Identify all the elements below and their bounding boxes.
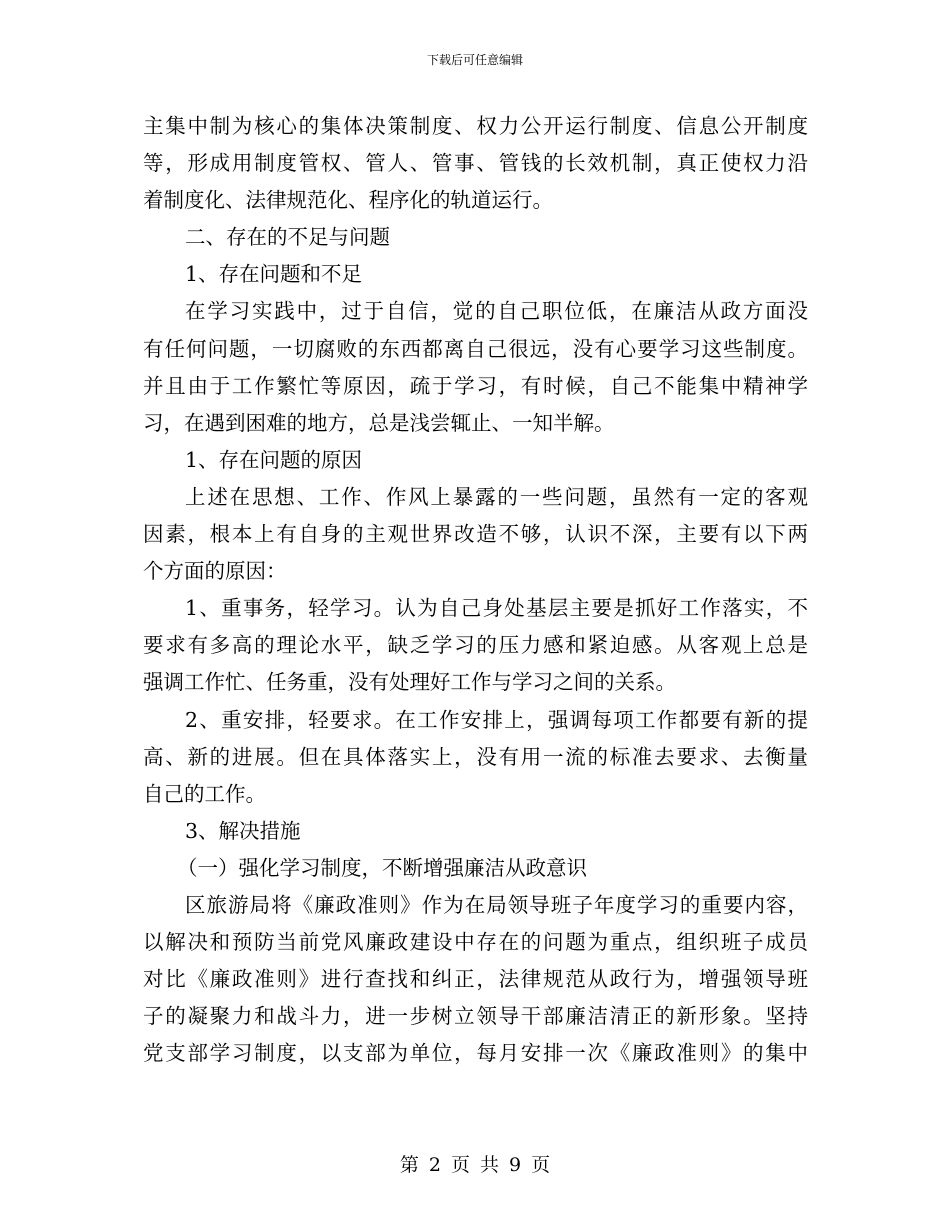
- document-body: [143, 108, 808, 1072]
- paragraph-line: 1、重事务，轻学习。认为自己身处基层主要是抓好工作落实，不: [185, 596, 808, 621]
- paragraph-line: 主集中制为核心的集体决策制度、权力公开运行制度、信息公开制度: [143, 114, 808, 138]
- paragraph-line: 对比《廉政准则》进行查找和纠正，法律规范从政行为，增强领导班: [143, 967, 808, 992]
- paragraph-line: 以解决和预防当前党风廉政建设中存在的问题为重点，组织班子成员: [143, 930, 808, 955]
- paragraph-line: 区旅游局将《廉政准则》作为在局领导班子年度学习的重要内容，: [185, 892, 808, 917]
- paragraph-line: 着制度化、法律规范化、程序化的轨道运行。: [143, 188, 553, 213]
- subsection-heading: 3、解决措施: [185, 818, 301, 843]
- paragraph-line: 党支部学习制度，以支部为单位，每月安排一次《廉政准则》的集中: [143, 1041, 808, 1066]
- paragraph-line: 高、新的进展。但在具体落实上，没有用一流的标准去要求、去衡量: [143, 744, 808, 769]
- paragraph-line: 因素，根本上有自身的主观世界改造不够，认识不深，主要有以下两: [143, 522, 808, 547]
- paragraph-line: 2、重安排，轻要求。在工作安排上，强调每项工作都要有新的提: [185, 707, 808, 732]
- subsection-heading: （一）强化学习制度，不断增强廉洁从政意识: [177, 855, 587, 880]
- section-heading: 二、存在的不足与问题: [185, 225, 390, 250]
- paragraph-line: 个方面的原因：: [143, 559, 287, 584]
- paragraph-line: 等，形成用制度管权、管人、管事、管钱的长效机制，真正使权力沿: [143, 151, 808, 176]
- page-number: 第 2 页 共 9 页: [399, 1154, 551, 1176]
- paragraph-line: 上述在思想、工作、作风上暴露的一些问题，虽然有一定的客观: [185, 484, 808, 509]
- subsection-heading: 1、存在问题的原因: [185, 447, 363, 472]
- paragraph-line: 要求有多高的理论水平，缺乏学习的压力感和紧迫感。从客观上总是: [143, 633, 808, 658]
- subsection-heading: 1、存在问题和不足: [185, 262, 363, 287]
- header-text: 下载后可任意编辑: [426, 53, 523, 67]
- page-header: [0, 52, 950, 68]
- paragraph-line: 习，在遇到困难的地方，总是浅尝辄止、一知半解。: [143, 410, 615, 435]
- paragraph-line: 子的凝聚力和战斗力，进一步树立领导干部廉洁清正的新形象。坚持: [143, 1004, 808, 1029]
- page-footer: [0, 1153, 950, 1177]
- paragraph-line: 有任何问题，一切腐败的东西都离自己很远，没有心要学习这些制度。: [143, 336, 808, 361]
- paragraph-line: 在学习实践中，过于自信，觉的自己职位低，在廉洁从政方面没: [185, 299, 808, 324]
- paragraph-line: 自己的工作。: [143, 781, 266, 806]
- paragraph-line: 并且由于工作繁忙等原因，疏于学习，有时候，自己不能集中精神学: [143, 373, 808, 398]
- paragraph-line: 强调工作忙、任务重，没有处理好工作与学习之间的关系。: [143, 670, 676, 695]
